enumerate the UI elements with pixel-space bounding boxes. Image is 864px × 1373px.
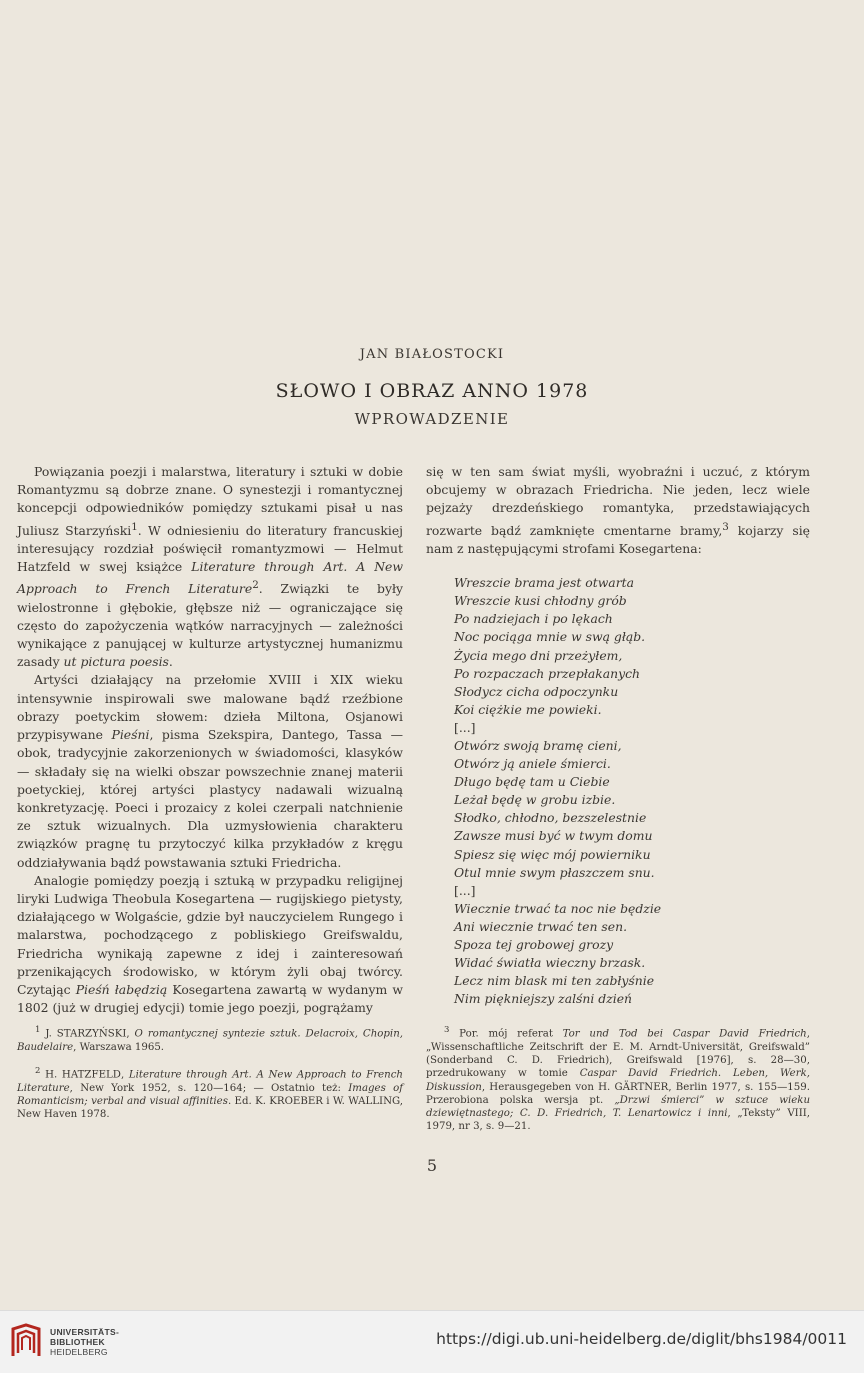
- poem-line: Zawsze musi być w twym domu: [454, 828, 653, 844]
- poem-ellipsis: [...]: [454, 719, 476, 735]
- page-number: 5: [426, 1156, 438, 1175]
- left-column: [17, 463, 403, 1017]
- poem-line: Życia mego dni przeżyłem,: [454, 647, 623, 663]
- poem-line: Nim piękniejszy zalśni dzień: [454, 991, 633, 1007]
- poem-line: Noc pociąga mnie w swą głąb.: [454, 629, 646, 645]
- poem-line: Otwórz ją aniele śmierci.: [454, 756, 611, 772]
- poem-line: Otwórz swoją bramę cieni,: [454, 737, 622, 753]
- poem-line: Lecz nim blask mi ten zabłyśnie: [454, 973, 655, 989]
- footnote-ref-2: 2: [252, 579, 259, 592]
- poem-line: Długo będę tam u Ciebie: [454, 774, 610, 790]
- article-title: SŁOWO I OBRAZ ANNO 1978: [275, 380, 589, 402]
- paragraph-3: Analogie pomiędzy poezją i sztuką w przypadku religijnej liryki Ludwiga Theobula Kosegartena — rugijskiego pietysty, działającego w Wolgaście, gdzie był nauczycielem Rungego i malarstwa, pochodzącego z pobliskiego Greifswaldu, Friedricha wynikają zapewne z idej i zainteresowań przenikających środowisko, w którym żyli obaj twórcy. Czytając Pieśń łabędzią Kosegartena zawartą w wydanym w 1802 (już w drugiej edycji) tomie jego poezji, pogrążamy: [17, 872, 404, 1016]
- poem-line: Spoza tej grobowej grozy: [454, 937, 614, 953]
- poem-line: Ani wiecznie trwać ten sen.: [454, 918, 628, 934]
- library-logo-text[interactable]: UNIVERSITÄTS- BIBLIOTHEK HEIDELBERG: [50, 1327, 120, 1357]
- permalink-url[interactable]: https://digi.ub.uni-heidelberg.de/diglit/bhs1984/0011: [436, 1330, 847, 1348]
- footnotes-left: [17, 1024, 403, 1133]
- poem-ellipsis: [...]: [454, 882, 476, 898]
- footnote-3: $^3$ Por. mój referat Tor und Tod bei Caspar David Friedrich, „Wissenschaftliche Zeitschrift der E. M. Arndt-Universität, Greifswald” (Sonderband C. D. Friedrich), Greifswald [1976], s. 28—30, przedrukowany w tomie Caspar David Friedrich. Leben, Werk, Diskussion, Herausgegeben von H. GÄRTNER, Berlin 1977, s. 155—159. Przerobiona polska wersja pt. „Drzwi śmierci” w sztuce wieku dziewiętnastego; C. D. Friedrich, T. Lenartowicz i inni, „Teksty” VIII, 1979, nr 3, s. 9—21.: [426, 1025, 811, 1133]
- footnote-1: $^1$ J. STARZYŃSKI, O romantycznej syntezie sztuk. Delacroix, Chopin, Baudelaire, Warszawa 1965.: [17, 1025, 403, 1053]
- poem-line: Po rozpaczach przepłakanych: [454, 665, 641, 681]
- poem-line: Wreszcie brama jest otwarta: [454, 575, 634, 591]
- poem-line: Słodycz cicha odpoczynku: [454, 683, 619, 699]
- poem-line: Wiecznie trwać ta noc nie będzie: [454, 900, 662, 916]
- poem-line: Słodko, chłodno, bezszelestnie: [454, 810, 647, 826]
- poem-line: Wreszcie kusi chłodny grób: [454, 593, 627, 609]
- poem-line: Widać światła wieczny brzask.: [454, 955, 646, 971]
- paragraph-4: się w ten sam świat myśli, wyobraźni i uczuć, z którym obcujemy w obrazach Friedricha. Nie jeden, lecz wiele pejzaży drezdeńskiego romantyka, przedstawiających rozwarte bądź zamknięte cmentarne bramy,$^3$ kojarzy się nam z następującymi strofami Kosegartena:: [426, 464, 810, 556]
- library-logo-icon[interactable]: [10, 1323, 42, 1359]
- footnote-2: $^2$ H. HATZFELD, Literature through Art. A New Approach to French Literature, New York 1952, s. 120—164; — Ostatnio też: Images of Romanticism; verbal and visual affinities. Ed. K. KROEBER i W. WALLING, New Haven 1978.: [17, 1065, 403, 1121]
- author-name: JAN BIAŁOSTOCKI: [359, 347, 505, 362]
- poem-line: Spiesz się więc mój powierniku: [454, 846, 651, 862]
- work-title: Pieśń łabędzią: [75, 981, 168, 997]
- latin-phrase: ut pictura poesis: [63, 654, 169, 670]
- article-subtitle: WPROWADZENIE: [354, 410, 510, 428]
- paragraph-1: Powiązania poezji i malarstwa, literatury i sztuki w dobie Romantyzmu są dobrze znane. O synestezji i romantycznej koncepcji odpowiedników pomiędzy sztukami pisał u nas Juliusz Starzyński$^1$. W odniesieniu do literatury francuskiej interesujący rozdział poświęcił romantyzmowi — Helmut Hatzfeld w swej książce Literature through Art. A New Approach to French Literature$^2$. Związki te były wielostronne i głębokie, głębsze niż — ograniczające się często do zapożyczenia wątków narracyjnych — zależności wynikające z panującej w kulturze artystycznej humanizmu zasady ut pictura poesis.: [17, 464, 404, 670]
- footnote-ref-1: 1: [131, 520, 138, 533]
- book-title: Literature through Art. A New Approach to French Literature: [17, 559, 403, 597]
- poem-line: Leżał będę w grobu izbie.: [454, 792, 616, 808]
- footnote-ref-3: 3: [722, 520, 729, 533]
- poem: [454, 574, 810, 1008]
- viewer-footer: [0, 1310, 864, 1373]
- footnotes-right: [426, 1024, 810, 1145]
- poem-line: Otul mnie swym płaszczem snu.: [454, 864, 655, 880]
- poem-line: Koi ciężkie me powieki.: [454, 701, 602, 717]
- right-column: [426, 463, 810, 1008]
- poem-line: Po nadziejach i po lękach: [454, 611, 613, 627]
- paragraph-2: Artyści działający na przełomie XVIII i XIX wieku intensywnie inspirowali swe malowane bądź rzeźbione obrazy poetyckim słowem: dzieła Miltona, Osjanowi przypisywane Pieśni, pisma Szekspira, Dantego, Tassa — obok, tradycyjnie zakorzenionych w świadomości, klasyków — składały się na wielki obszar powszechnie znanej materii poetyckiej, której artyści plastycy nadawali wizualną konkretyzację. Poeci i prozaicy z kolei czerpali natchnienie ze sztuk wizualnych. Dla uzmysłowienia charakteru związków pragnę tu przytoczyć kilka przykładów z kręgu oddziaływania bądź powstawania sztuki Friedricha.: [17, 672, 403, 870]
